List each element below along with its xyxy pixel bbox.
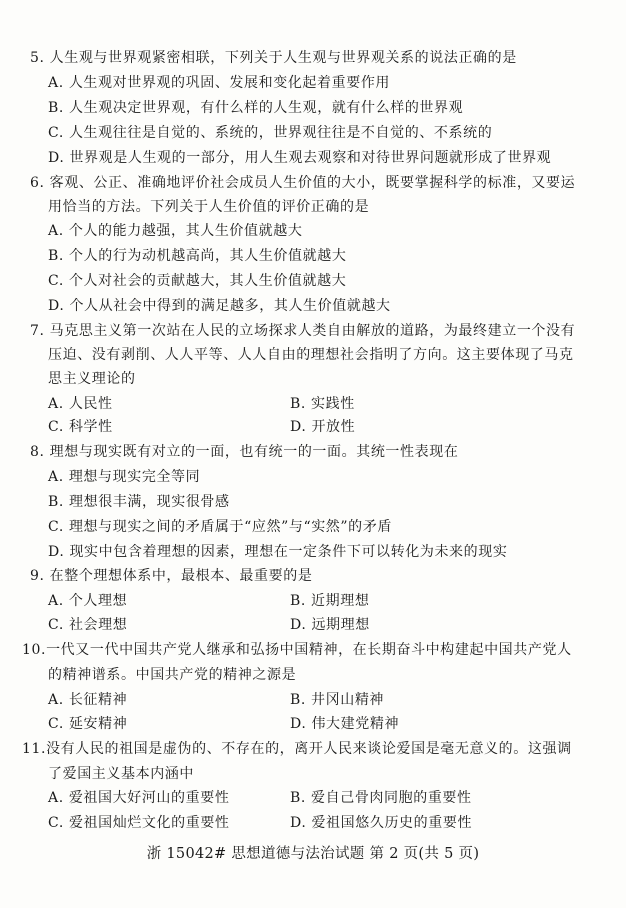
option-letter: A. (48, 469, 64, 485)
question-number: 9. (30, 568, 45, 584)
question-stem-text: 客观、公正、准确地评价社会成员人生价值的大小，既要掌握科学的标准，又要运 (49, 175, 576, 191)
option-letter: B. (48, 100, 64, 116)
option-letter: B. (290, 593, 306, 609)
option-text: 爱祖国灿烂文化的重要性 (68, 815, 230, 831)
option-b (290, 691, 384, 709)
option-letter: D. (48, 150, 65, 166)
option-text: 人生观对世界观的巩固、发展和变化起着重要作用 (68, 75, 391, 91)
option-letter: C. (48, 815, 64, 831)
question-stem-continuation: 思主义理论的 (48, 371, 136, 387)
option-text: 爱祖国悠久历史的重要性 (311, 815, 473, 831)
option-letter: C. (48, 419, 64, 435)
question-stem-text: 在整个理想体系中，最根本、最重要的是 (49, 568, 313, 584)
question-number: 7. (30, 323, 45, 339)
option-text: 实践性 (311, 396, 355, 412)
option-letter: B. (290, 790, 306, 806)
option-text: 爱祖国大好河山的重要性 (68, 790, 230, 806)
question-number: 11. (22, 741, 47, 757)
option-text: 近期理想 (311, 593, 370, 609)
option-letter: D. (290, 716, 307, 732)
question-stem-continuation: 用恰当的方法。下列关于人生价值的评价正确的是 (48, 199, 370, 215)
option-letter: B. (290, 692, 306, 708)
question-stem-text: 一代又一代中国共产党人继承和弘扬中国精神，在长期奋斗中构建起中国共产党人 (46, 642, 572, 658)
question-8-stem-line (30, 443, 458, 461)
option-c (48, 715, 127, 733)
option-text: 井冈山精神 (311, 692, 385, 708)
option-letter: C. (48, 716, 64, 732)
option-text: 人生观往往是自觉的、系统的，世界观往往是不自觉的、不系统的 (68, 125, 493, 141)
option-text: 伟大建党精神 (311, 716, 400, 732)
option-letter: A. (48, 396, 64, 412)
option-text: 理想与现实完全等同 (68, 469, 201, 485)
option-text: 个人的能力越强，其人生价值就越大 (68, 223, 303, 239)
option-text: 现实中包含着理想的因素，理想在一定条件下可以转化为未来的现实 (69, 544, 508, 560)
option-letter: C. (48, 125, 64, 141)
option-b (48, 99, 463, 117)
option-d (290, 814, 472, 832)
question-stem-continuation: 了爱国主义基本内涵中 (48, 766, 194, 782)
option-b (290, 592, 369, 610)
option-a (48, 592, 127, 610)
option-text: 个人理想 (68, 593, 128, 609)
option-letter: A. (48, 692, 64, 708)
option-c (48, 616, 127, 634)
option-letter: C. (48, 617, 64, 633)
option-text: 个人对社会的贡献越大，其人生价值就越大 (68, 273, 347, 289)
option-a (48, 222, 302, 240)
question-stem-text: 理想与现实既有对立的一面，也有统一的一面。其统一性表现在 (49, 444, 459, 460)
option-letter: D. (290, 815, 307, 831)
option-letter: A. (48, 75, 64, 91)
option-letter: C. (48, 273, 64, 289)
option-letter: D. (290, 419, 307, 435)
option-d (48, 297, 391, 315)
question-6-stem-line (30, 174, 575, 192)
option-d (48, 543, 507, 561)
option-c (48, 814, 230, 832)
question-5-stem-line (30, 49, 517, 67)
option-d (290, 418, 355, 436)
option-text: 人民性 (68, 396, 113, 412)
option-letter: B. (48, 494, 64, 510)
option-text: 开放性 (311, 419, 356, 435)
option-text: 延安精神 (68, 716, 128, 732)
option-text: 长征精神 (68, 692, 128, 708)
option-d (290, 715, 399, 733)
option-letter: B. (48, 248, 64, 264)
question-number: 8. (30, 444, 45, 460)
question-stem-text: 人生观与世界观紧密相联，下列关于人生观与世界观关系的说法正确的是 (49, 50, 517, 66)
option-letter: D. (290, 617, 307, 633)
question-stem-text: 马克思主义第一次站在人民的立场探求人类自由解放的道路，为最终建立一个没有 (49, 323, 576, 339)
option-letter: B. (290, 396, 306, 412)
option-text: 个人的行为动机越高尚，其人生价值就越大 (69, 248, 347, 264)
option-a (48, 74, 390, 92)
question-stem-text: 没有人民的祖国是虚伪的、不存在的，离开人民来谈论爱国是毫无意义的。这强调 (46, 741, 572, 757)
option-d (48, 149, 551, 167)
option-c (48, 272, 346, 290)
option-b (48, 247, 346, 265)
page-footer: 浙 15042# 思想道德与法治试题 第 2 页(共 5 页) (146, 846, 480, 862)
option-letter: C. (48, 519, 64, 535)
option-a (48, 691, 127, 709)
option-text: 个人从社会中得到的满足越多，其人生价值就越大 (69, 298, 391, 314)
option-a (48, 468, 200, 486)
question-10-stem-line (22, 641, 572, 659)
option-letter: A. (48, 223, 64, 239)
option-letter: D. (48, 544, 65, 560)
option-text: 远期理想 (311, 617, 370, 633)
option-text: 理想很丰满，现实很骨感 (69, 494, 230, 510)
question-7-stem-line (30, 322, 575, 340)
option-text: 理想与现实之间的矛盾属于“应然”与“实然”的矛盾 (68, 519, 392, 535)
option-c (48, 518, 392, 536)
option-c (48, 124, 492, 142)
question-number: 5. (30, 50, 45, 66)
option-b (290, 395, 355, 413)
question-9-stem-line (30, 567, 312, 585)
option-letter: A. (48, 790, 64, 806)
option-text: 社会理想 (68, 617, 128, 633)
option-b (48, 493, 230, 511)
question-number: 6. (30, 175, 45, 191)
option-d (290, 616, 370, 634)
option-c (48, 418, 113, 436)
question-stem-continuation: 的精神谱系。中国共产党的精神之源是 (48, 667, 297, 683)
question-stem-continuation: 压迫、没有剥削、人人平等、人人自由的理想社会指明了方向。这主要体现了马克 (48, 347, 574, 363)
option-a (48, 789, 229, 807)
question-11-stem-line (22, 740, 572, 758)
option-text: 科学性 (68, 419, 113, 435)
option-letter: D. (48, 298, 65, 314)
question-number: 10. (22, 642, 47, 658)
option-letter: A. (48, 593, 64, 609)
option-a (48, 395, 113, 413)
option-text: 世界观是人生观的一部分，用人生观去观察和对待世界问题就形成了世界观 (69, 150, 552, 166)
option-b (290, 789, 472, 807)
option-text: 爱自己骨肉同胞的重要性 (311, 790, 472, 806)
option-text: 人生观决定世界观，有什么样的人生观，就有什么样的世界观 (69, 100, 464, 116)
